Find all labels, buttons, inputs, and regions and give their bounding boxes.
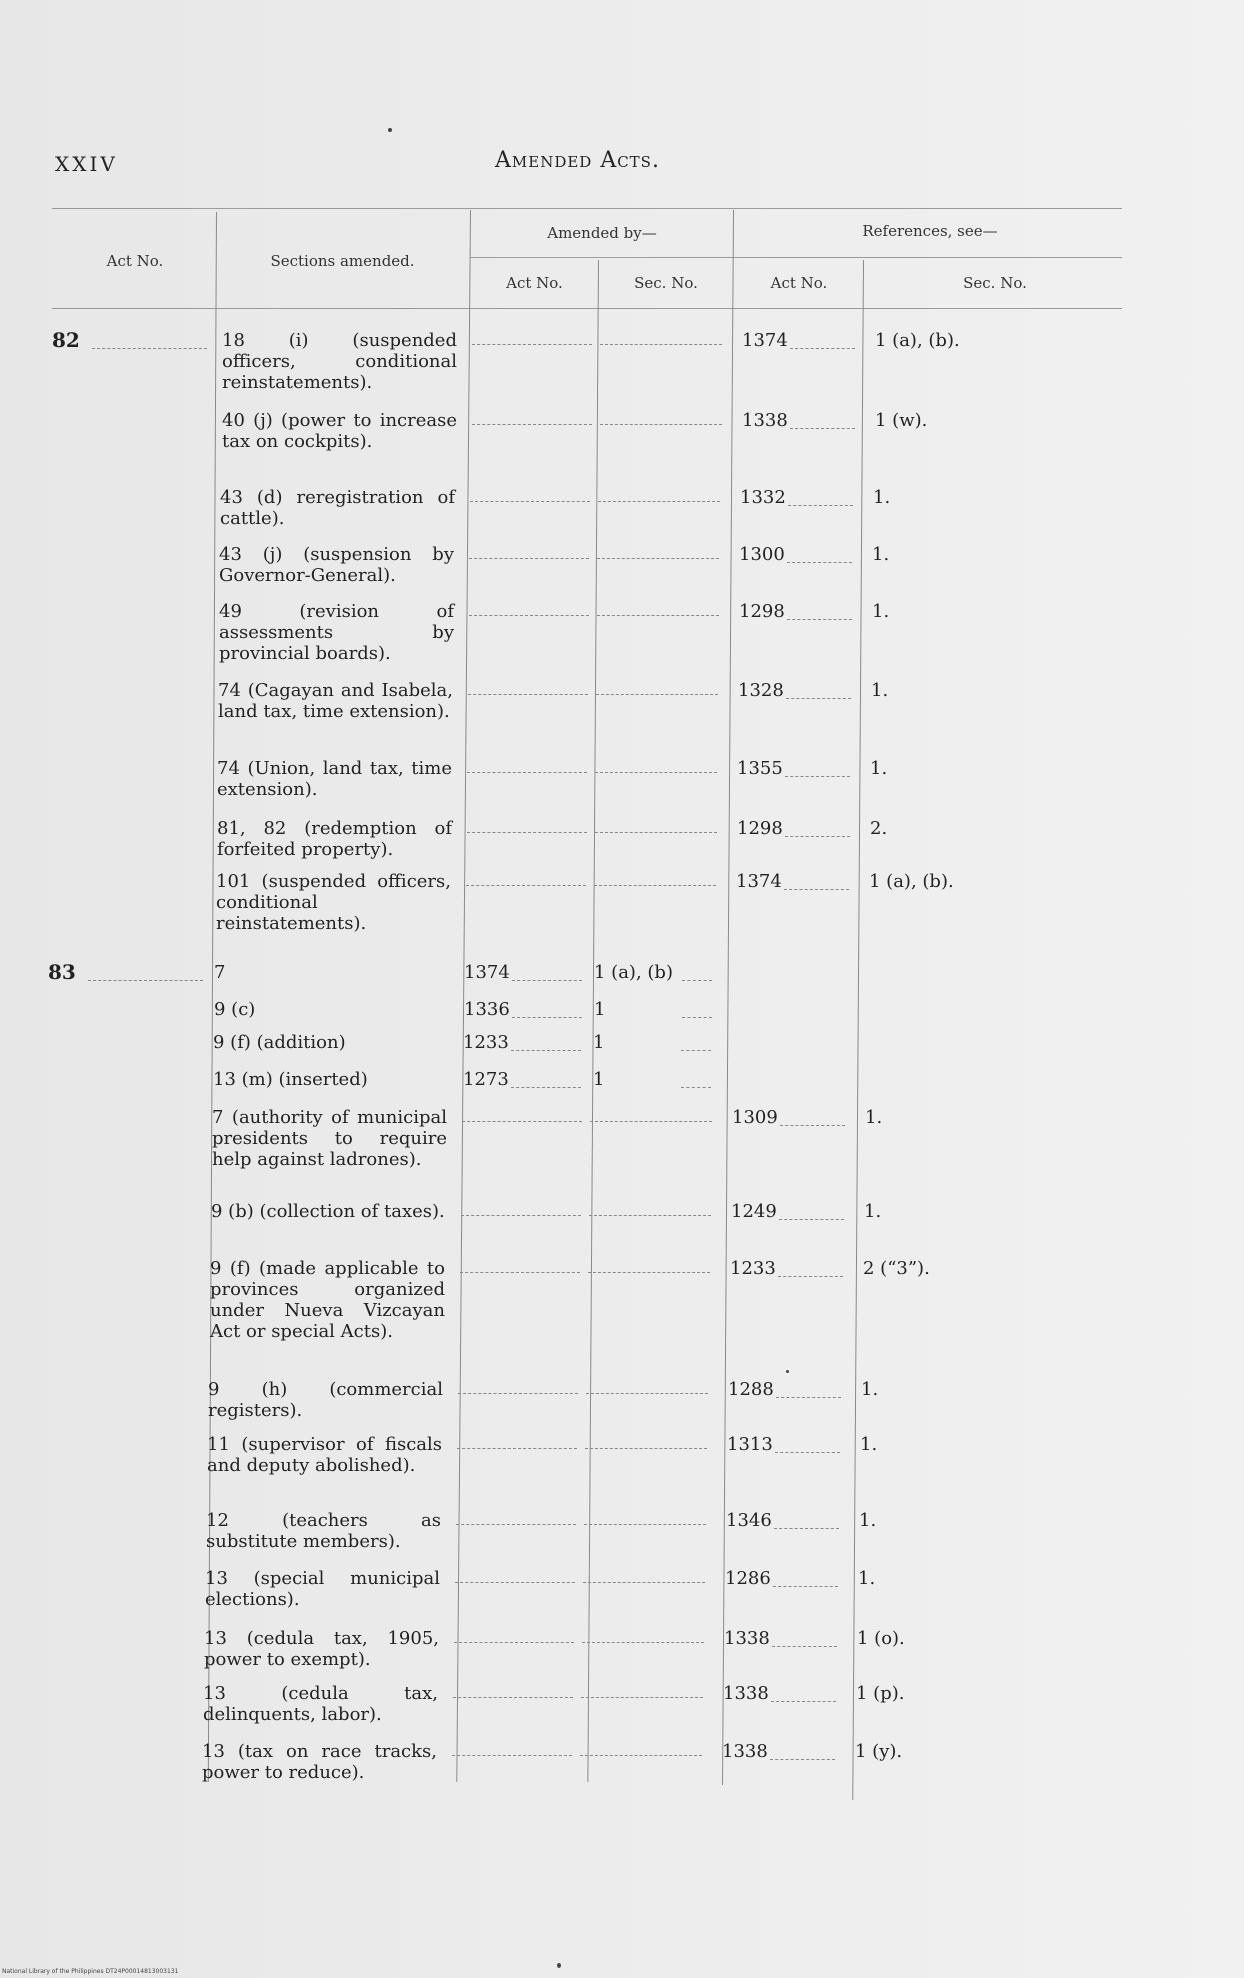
page-number: XXIV [55,152,118,176]
section-amended: 49 (revision of assessments by provincial boards). [219,601,454,664]
leader-dots [467,772,587,773]
leader-dots [586,1393,708,1394]
reference-act-no: 1328 [738,680,784,701]
leader-dots [682,1017,712,1018]
header-amended-by: Amended by— [547,224,657,242]
leader-dots [594,885,716,886]
reference-act-no: 1298 [737,818,783,839]
reference-act-no: 1338 [723,1683,769,1704]
section-amended: 11 (supervisor of fiscals and deputy abolished). [207,1434,442,1476]
leader-dots [598,501,720,502]
leader-dots [772,1646,837,1647]
section-amended: 40 (j) (power to increase tax on cockpits). [222,410,457,452]
leader-dots [788,505,853,506]
leader-dots [512,980,582,981]
leader-dots [596,694,718,695]
leader-dots [771,1701,836,1702]
leader-dots [790,348,855,349]
page-title: Amended Acts. [495,148,660,173]
reference-act-no: 1338 [742,410,788,431]
leader-dots [681,1087,711,1088]
column-divider-3 [587,260,599,1782]
leader-dots [468,694,588,695]
amended-act-no: 1374 [464,962,510,983]
leader-dots [472,344,592,345]
leader-dots [455,1582,575,1583]
header-top-rule [52,208,1122,209]
leader-dots [790,428,855,429]
reference-act-no: 1286 [725,1568,771,1589]
section-amended: 74 (Union, land tax, time extension). [217,758,452,800]
leader-dots [470,501,590,502]
header-ref-act-no: Act No. [770,274,828,292]
act-number: 83 [48,960,76,984]
reference-sec-no: 2 (“3”). [863,1258,930,1279]
leader-dots [511,1050,581,1051]
leader-dots [457,1448,577,1449]
amended-act-no: 1273 [463,1069,509,1090]
reference-sec-no: 1. [871,680,889,701]
leader-dots [92,348,207,349]
leader-dots [589,1215,711,1216]
reference-sec-no: 1. [865,1107,883,1128]
leader-dots [469,615,589,616]
leader-dots [595,832,717,833]
leader-dots [469,558,589,559]
leader-dots [600,424,722,425]
leader-dots [774,1528,839,1529]
leader-dots [588,1272,710,1273]
leader-dots [453,1697,573,1698]
leader-dots [785,836,850,837]
section-amended: 101 (suspended officers, conditional reinstatements). [216,871,451,934]
column-divider-2 [456,210,471,1782]
section-amended: 13 (tax on race tracks, power to reduce). [202,1741,437,1783]
header-amended-sec-no: Sec. No. [634,274,698,292]
paper-speck [388,128,392,132]
reference-act-no: 1332 [740,487,786,508]
leader-dots [585,1448,707,1449]
leader-dots [780,1125,845,1126]
amended-act-no: 1336 [464,999,510,1020]
reference-act-no: 1233 [730,1258,776,1279]
reference-sec-no: 1. [872,601,890,622]
reference-sec-no: 1 (p). [856,1683,905,1704]
reference-sec-no: 1 (a), (b). [875,330,960,351]
reference-act-no: 1346 [726,1510,772,1531]
leader-dots [461,1215,581,1216]
section-amended: 9 (c) [214,999,256,1020]
leader-dots [597,558,719,559]
leader-dots [462,1121,582,1122]
leader-dots [452,1755,572,1756]
leader-dots [460,1272,580,1273]
reference-sec-no: 1. [864,1201,882,1222]
section-amended: 12 (teachers as substitute members). [206,1510,441,1552]
leader-dots [458,1393,578,1394]
leader-dots [681,1050,711,1051]
header-mid-rule [470,257,1122,258]
reference-sec-no: 1. [859,1510,877,1531]
leader-dots [581,1697,703,1698]
section-amended: 43 (j) (suspension by Governor-General). [219,544,454,586]
reference-sec-no: 1. [870,758,888,779]
leader-dots [682,980,712,981]
leader-dots [580,1755,702,1756]
reference-sec-no: 1 (w). [875,410,928,431]
leader-dots [512,1017,582,1018]
reference-act-no: 1249 [731,1201,777,1222]
leader-dots [785,776,850,777]
header-amended-act-no: Act No. [506,274,563,292]
leader-dots [779,1219,844,1220]
leader-dots [597,615,719,616]
reference-sec-no: 2. [870,818,888,839]
section-amended: 7 (authority of municipal presidents to require help against ladrones). [212,1107,447,1170]
column-divider-4 [722,210,734,1785]
section-amended: 9 (f) (addition) [213,1032,346,1053]
reference-act-no: 1288 [728,1379,774,1400]
leader-dots [595,772,717,773]
leader-dots [778,1276,843,1277]
leader-dots [590,1121,712,1122]
leader-dots [582,1642,704,1643]
paper-speck [786,1370,789,1373]
reference-sec-no: 1. [860,1434,878,1455]
section-amended: 9 (b) (collection of taxes). [211,1201,445,1222]
leader-dots [770,1759,835,1760]
section-amended: 81, 82 (redemption of forfeited property). [217,818,452,860]
leader-dots [472,424,592,425]
section-amended: 43 (d) reregistration of cattle). [220,487,455,529]
reference-sec-no: 1. [861,1379,879,1400]
reference-sec-no: 1 (y). [855,1741,903,1762]
act-number: 82 [52,328,80,352]
section-amended: 7 [214,962,226,983]
amended-sec-no: 1 [593,1032,605,1053]
reference-act-no: 1338 [722,1741,768,1762]
reference-act-no: 1355 [737,758,783,779]
header-sections-amended: Sections amended. [270,252,415,270]
section-amended: 74 (Cagayan and Isabela, land tax, time extension). [218,680,453,722]
leader-dots [511,1087,581,1088]
section-amended: 9 (h) (commercial registers). [208,1379,443,1421]
leader-dots [773,1586,838,1587]
leader-dots [454,1642,574,1643]
amended-sec-no: 1 (a), (b) [594,962,673,983]
reference-sec-no: 1. [873,487,891,508]
header-bottom-rule [52,308,1122,309]
leader-dots [776,1397,841,1398]
section-amended: 13 (cedula tax, 1905, power to exempt). [204,1628,439,1670]
amended-act-no: 1233 [463,1032,509,1053]
section-amended: 13 (cedula tax, delinquents, labor). [203,1683,438,1725]
reference-sec-no: 1. [872,544,890,565]
leader-dots [466,885,586,886]
header-act-no: Act No. [106,252,164,270]
reference-act-no: 1300 [739,544,785,565]
leader-dots [584,1524,706,1525]
leader-dots [600,344,722,345]
section-amended: 18 (i) (suspended officers, conditional reinstatements). [222,330,457,393]
reference-act-no: 1338 [724,1628,770,1649]
reference-act-no: 1374 [742,330,788,351]
header-references: References, see— [862,222,998,240]
reference-sec-no: 1 (o). [857,1628,905,1649]
reference-act-no: 1374 [736,871,782,892]
leader-dots [784,889,849,890]
amended-sec-no: 1 [593,1069,605,1090]
section-amended: 13 (m) (inserted) [213,1069,368,1090]
leader-dots [456,1524,576,1525]
reference-sec-no: 1. [858,1568,876,1589]
amended-sec-no: 1 [594,999,606,1020]
paper-speck [557,1963,561,1968]
header-ref-sec-no: Sec. No. [963,274,1027,292]
leader-dots [787,562,852,563]
leader-dots [467,832,587,833]
leader-dots [787,619,852,620]
leader-dots [775,1452,840,1453]
leader-dots [583,1582,705,1583]
scan-footer: National Library of the Philippines DT24P00014813003131 [2,1968,179,1975]
reference-act-no: 1313 [727,1434,773,1455]
leader-dots [786,698,851,699]
reference-act-no: 1309 [732,1107,778,1128]
reference-act-no: 1298 [739,601,785,622]
section-amended: 13 (special municipal elections). [205,1568,440,1610]
leader-dots [88,980,203,981]
section-amended: 9 (f) (made applicable to provinces organized under Nueva Vizcayan Act or special Acts). [210,1258,445,1342]
reference-sec-no: 1 (a), (b). [869,871,954,892]
